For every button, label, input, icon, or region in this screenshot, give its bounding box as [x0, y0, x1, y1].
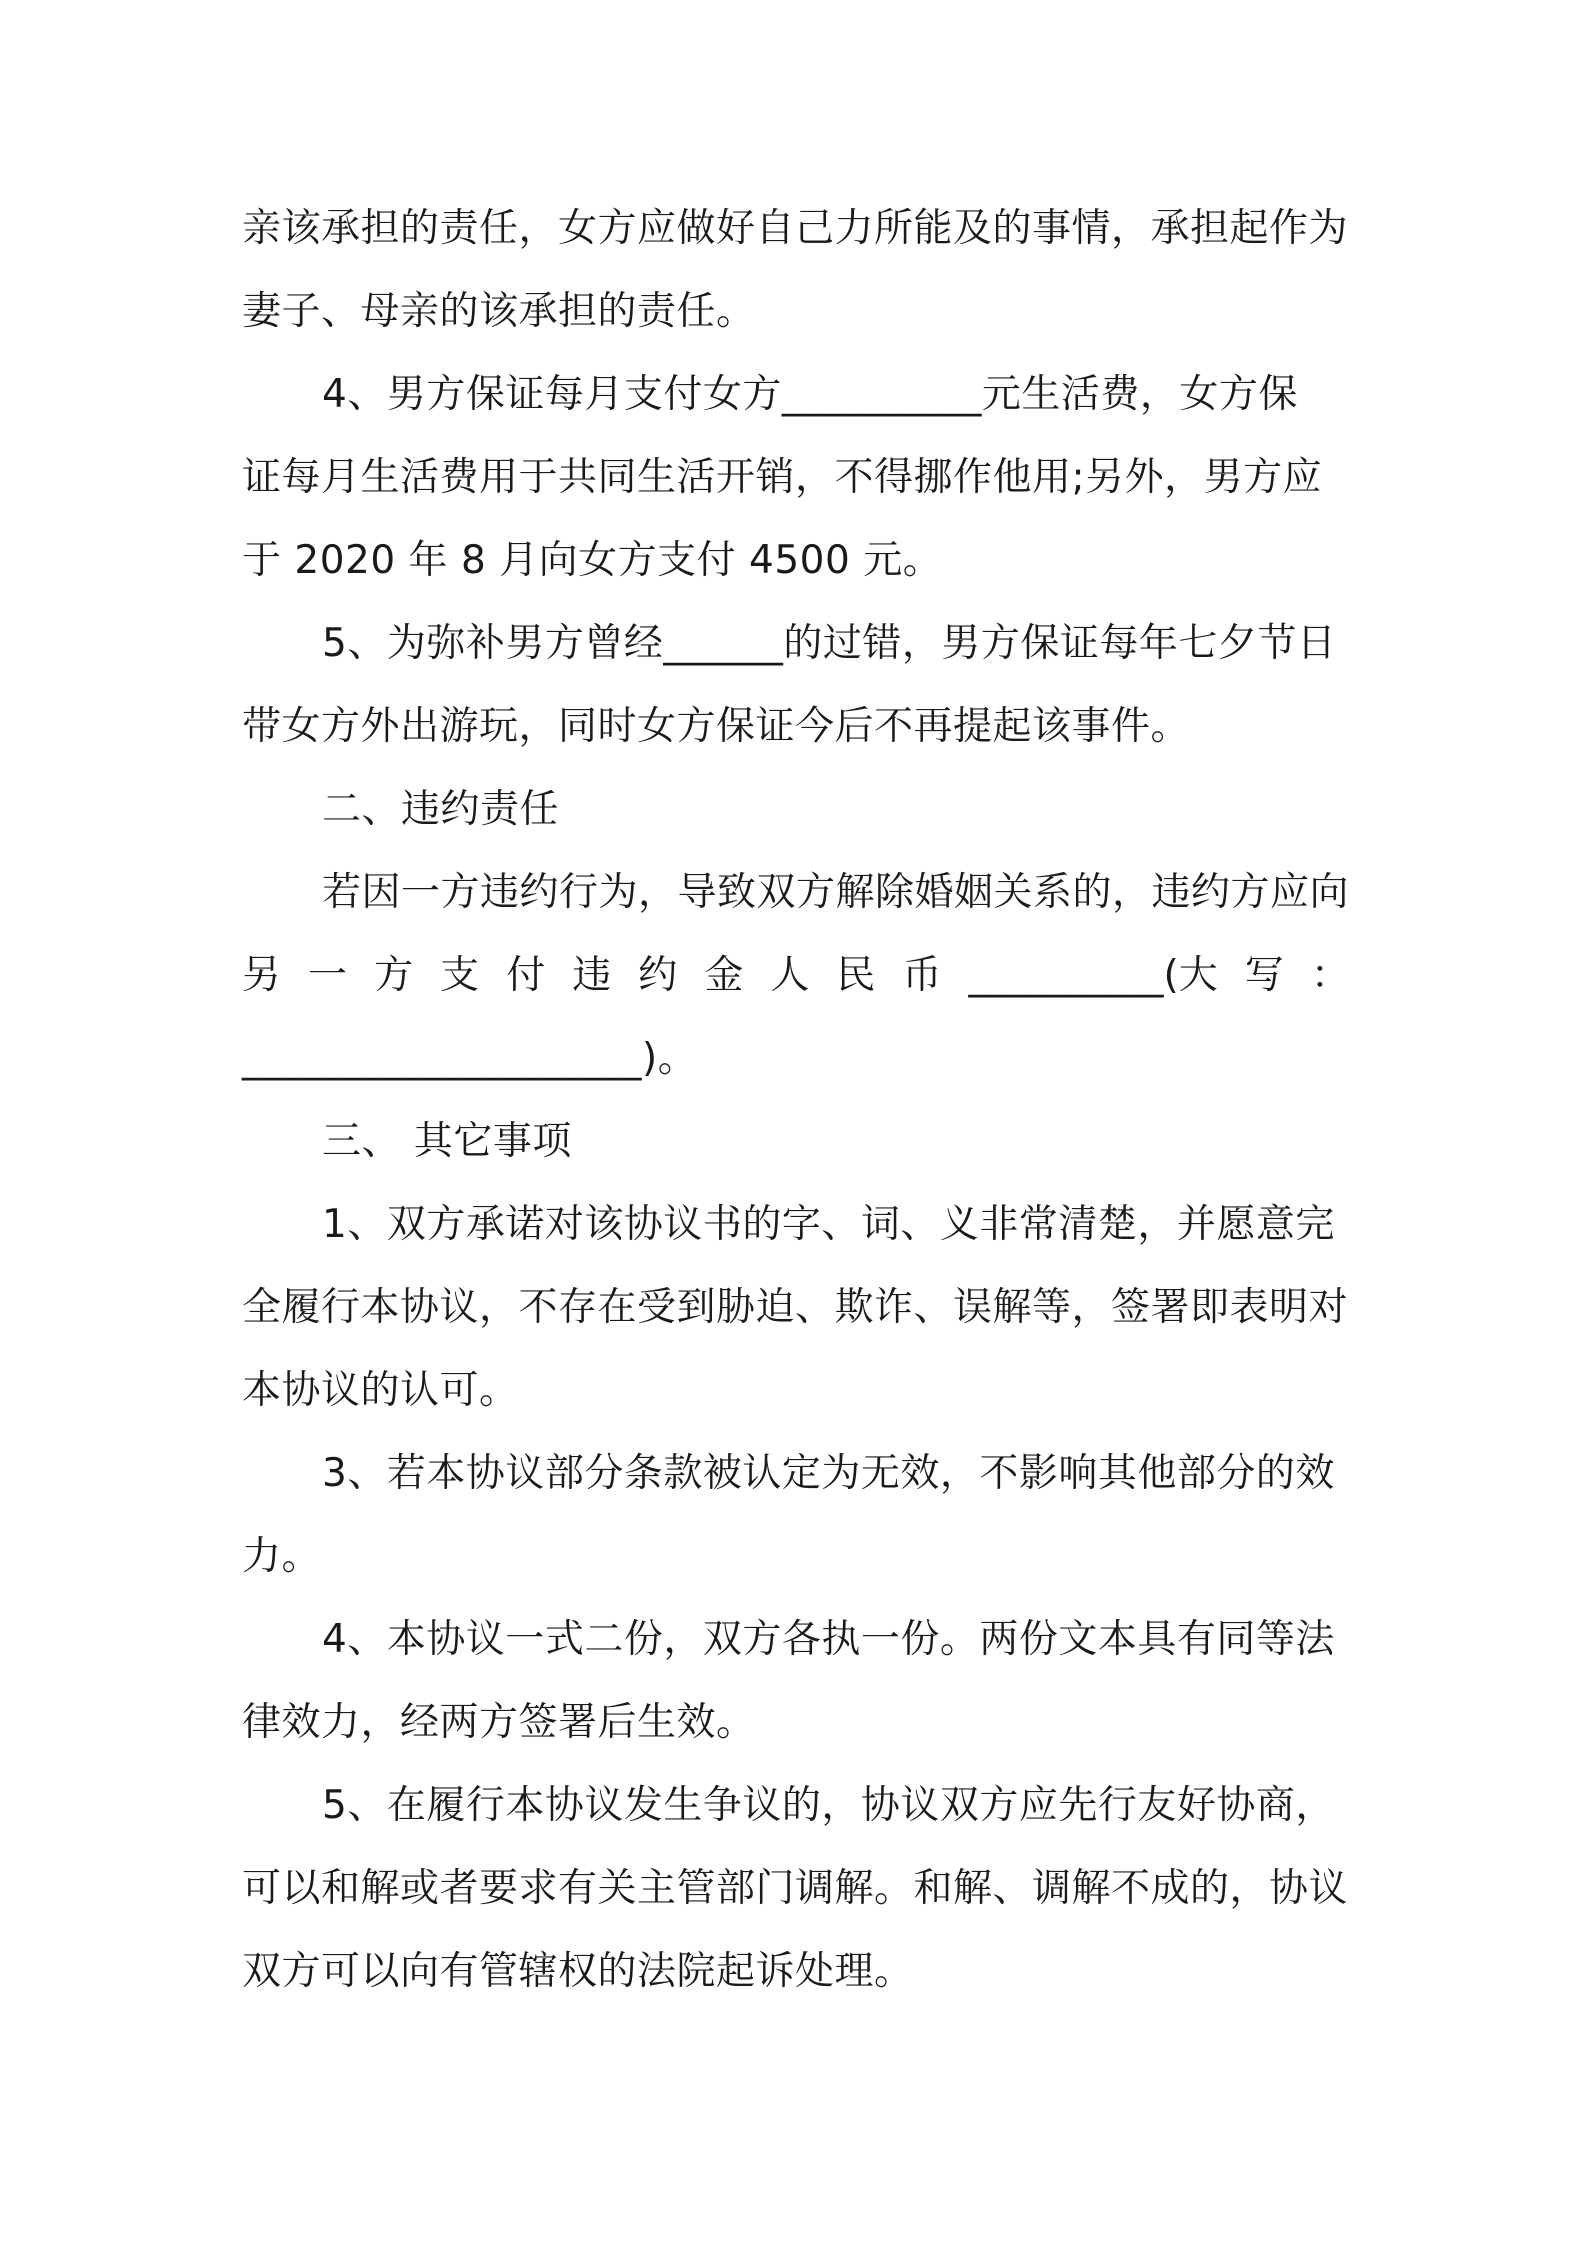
text-line: 于 2020 年 8 月向女方支付 4500 元。: [242, 538, 943, 583]
text-fragment: __________(大: [968, 953, 1218, 998]
text-fragment: 方: [374, 953, 414, 998]
text-line: 5、为弥补男方曾经______的过错，男方保证每年七夕节日: [322, 621, 1337, 666]
text-line: 4、本协议一式二份，双方各执一份。两份文本具有同等法: [322, 1617, 1335, 1662]
text-fragment: 约: [638, 953, 678, 998]
text-line: 妻子、母亲的该承担的责任。: [242, 289, 756, 334]
text-line: 全履行本协议，不存在受到胁迫、欺诈、误解等，签署即表明对: [242, 1285, 1349, 1330]
text-line: 本协议的认可。: [242, 1368, 519, 1413]
text-line: 4、男方保证每月支付女方__________元生活费，女方保: [322, 372, 1298, 417]
text-line: 证每月生活费用于共同生活开销，不得挪作他用;另外，男方应: [242, 455, 1323, 500]
section-heading: 二、违约责任: [322, 787, 560, 832]
text-fragment: 另: [242, 953, 282, 998]
text-line: ____________________)。: [242, 1036, 698, 1081]
text-line: 可以和解或者要求有关主管部门调解。和解、调解不成的，协议: [242, 1866, 1349, 1911]
text-fragment: 写: [1244, 953, 1284, 998]
text-line: 若因一方违约行为，导致双方解除婚姻关系的，违约方应向: [322, 870, 1350, 915]
text-fragment: 金: [704, 953, 744, 998]
text-line: 律效力，经两方签署后生效。: [242, 1700, 756, 1745]
text-fragment: 民: [836, 953, 876, 998]
text-fragment: 违: [572, 953, 612, 998]
text-fragment: 人: [770, 953, 810, 998]
text-fragment: 支: [440, 953, 480, 998]
text-line: 1、双方承诺对该协议书的字、词、义非常清楚，并愿意完: [322, 1202, 1335, 1247]
text-line: 双方可以向有管辖权的法院起诉处理。: [242, 1949, 914, 1994]
text-fragment: 付: [506, 953, 546, 998]
text-fragment: ：: [1310, 953, 1350, 998]
section-heading: 三、 其它事项: [322, 1119, 572, 1164]
text-line: 亲该承担的责任，女方应做好自己力所能及的事情，承担起作为: [242, 206, 1349, 251]
text-line: 3、若本协议部分条款被认定为无效，不影响其他部分的效: [322, 1451, 1335, 1496]
text-fragment: 一: [308, 953, 348, 998]
text-line: 力。: [242, 1534, 322, 1579]
text-line: 带女方外出游玩，同时女方保证今后不再提起该事件。: [242, 704, 1191, 749]
text-fragment: 币: [902, 953, 942, 998]
text-line-justified: [242, 948, 1350, 1004]
text-line: 5、在履行本协议发生争议的，协议双方应先行友好协商，: [322, 1783, 1335, 1828]
